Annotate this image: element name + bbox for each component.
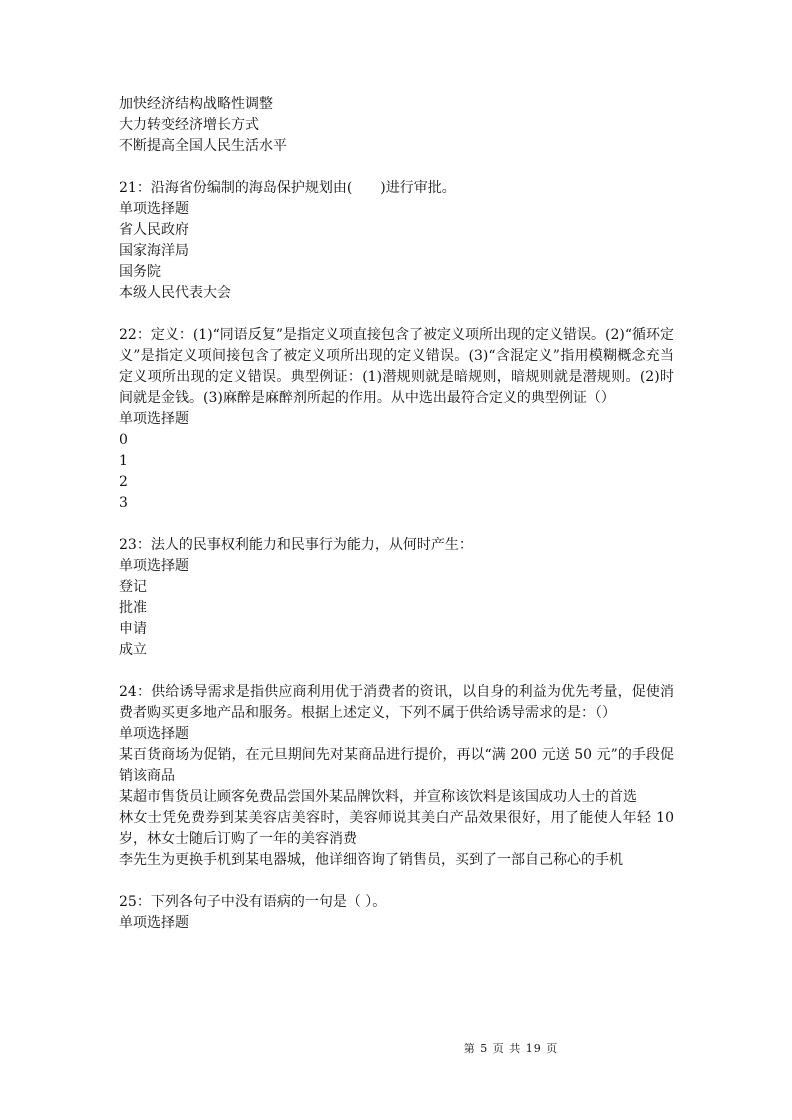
question-type: 单项选择题 (119, 411, 189, 427)
option-text: 申请 (119, 621, 147, 637)
question-22 (119, 325, 674, 514)
question-24 (119, 682, 674, 871)
option-text: 某百货商场为促销，在元旦期间先对某商品进行提价，再以“满 200 元送 50 元”的手段促销该商品 (119, 747, 674, 784)
option-text: 0 (119, 432, 128, 448)
option-text: 不断提高全国人民生活水平 (119, 138, 287, 154)
option-text: 大力转变经济增长方式 (119, 117, 259, 133)
question-type: 单项选择题 (119, 726, 189, 742)
option-text: 李先生为更换手机到某电器城，他详细咨询了销售员，买到了一部自己称心的手机 (119, 852, 623, 868)
question-stem: 21：沿海省份编制的海岛保护规划由( )进行审批。 (119, 180, 456, 196)
question-25 (119, 892, 674, 934)
page-number: 第 5 页 共 19 页 (463, 1042, 559, 1055)
question-stem: 24：供给诱导需求是指供应商利用优于消费者的资讯，以自身的利益为优先考量，促使消费者购买更多地产品和服务。根据上述定义，下列不属于供给诱导需求的是：（） (119, 684, 674, 721)
page-footer (0, 1040, 792, 1056)
option-text: 1 (119, 453, 128, 469)
option-text: 林女士凭免费券到某美容店美容时，美容师说其美白产品效果很好，用了能使人年轻 10 岁，林女士随后订购了一年的美容消费 (119, 810, 674, 847)
option-text: 省人民政府 (119, 222, 189, 238)
option-text: 国家海洋局 (119, 243, 189, 259)
question-21 (119, 178, 674, 304)
question-type: 单项选择题 (119, 558, 189, 574)
question-23 (119, 535, 674, 661)
option-text: 2 (119, 474, 128, 490)
option-text: 某超市售货员让顾客免费品尝国外某品牌饮料，并宣称该饮料是该国成功人士的首选 (119, 789, 637, 805)
question-type: 单项选择题 (119, 915, 189, 931)
option-text: 登记 (119, 579, 147, 595)
question-stem: 22：定义：(1)“同语反复”是指定义项直接包含了被定义项所出现的定义错误。(2)“循环定义”是指定义项间接包含了被定义项所出现的定义错误。(3)“含混定义”指用模糊概念充当定义项所出现的定义错误。典型例证：(1)潜规则就是暗规则，暗规则就是潜规则。(2)时间就是金钱。(3)麻醉是麻醉剂所起的作用。从中选出最符合定义的典型例证（） (119, 327, 674, 406)
option-text: 国务院 (119, 264, 161, 280)
question-stem: 25：下列各句子中没有语病的一句是（ ）。 (119, 894, 387, 910)
option-text: 加快经济结构战略性调整 (119, 96, 273, 112)
previous-question-options (119, 94, 674, 157)
question-stem: 23：法人的民事权利能力和民事行为能力，从何时产生： (119, 537, 473, 553)
question-type: 单项选择题 (119, 201, 189, 217)
option-text: 3 (119, 495, 128, 511)
page-content (119, 94, 674, 934)
option-text: 本级人民代表大会 (119, 285, 231, 301)
option-text: 批准 (119, 600, 147, 616)
option-text: 成立 (119, 642, 147, 658)
